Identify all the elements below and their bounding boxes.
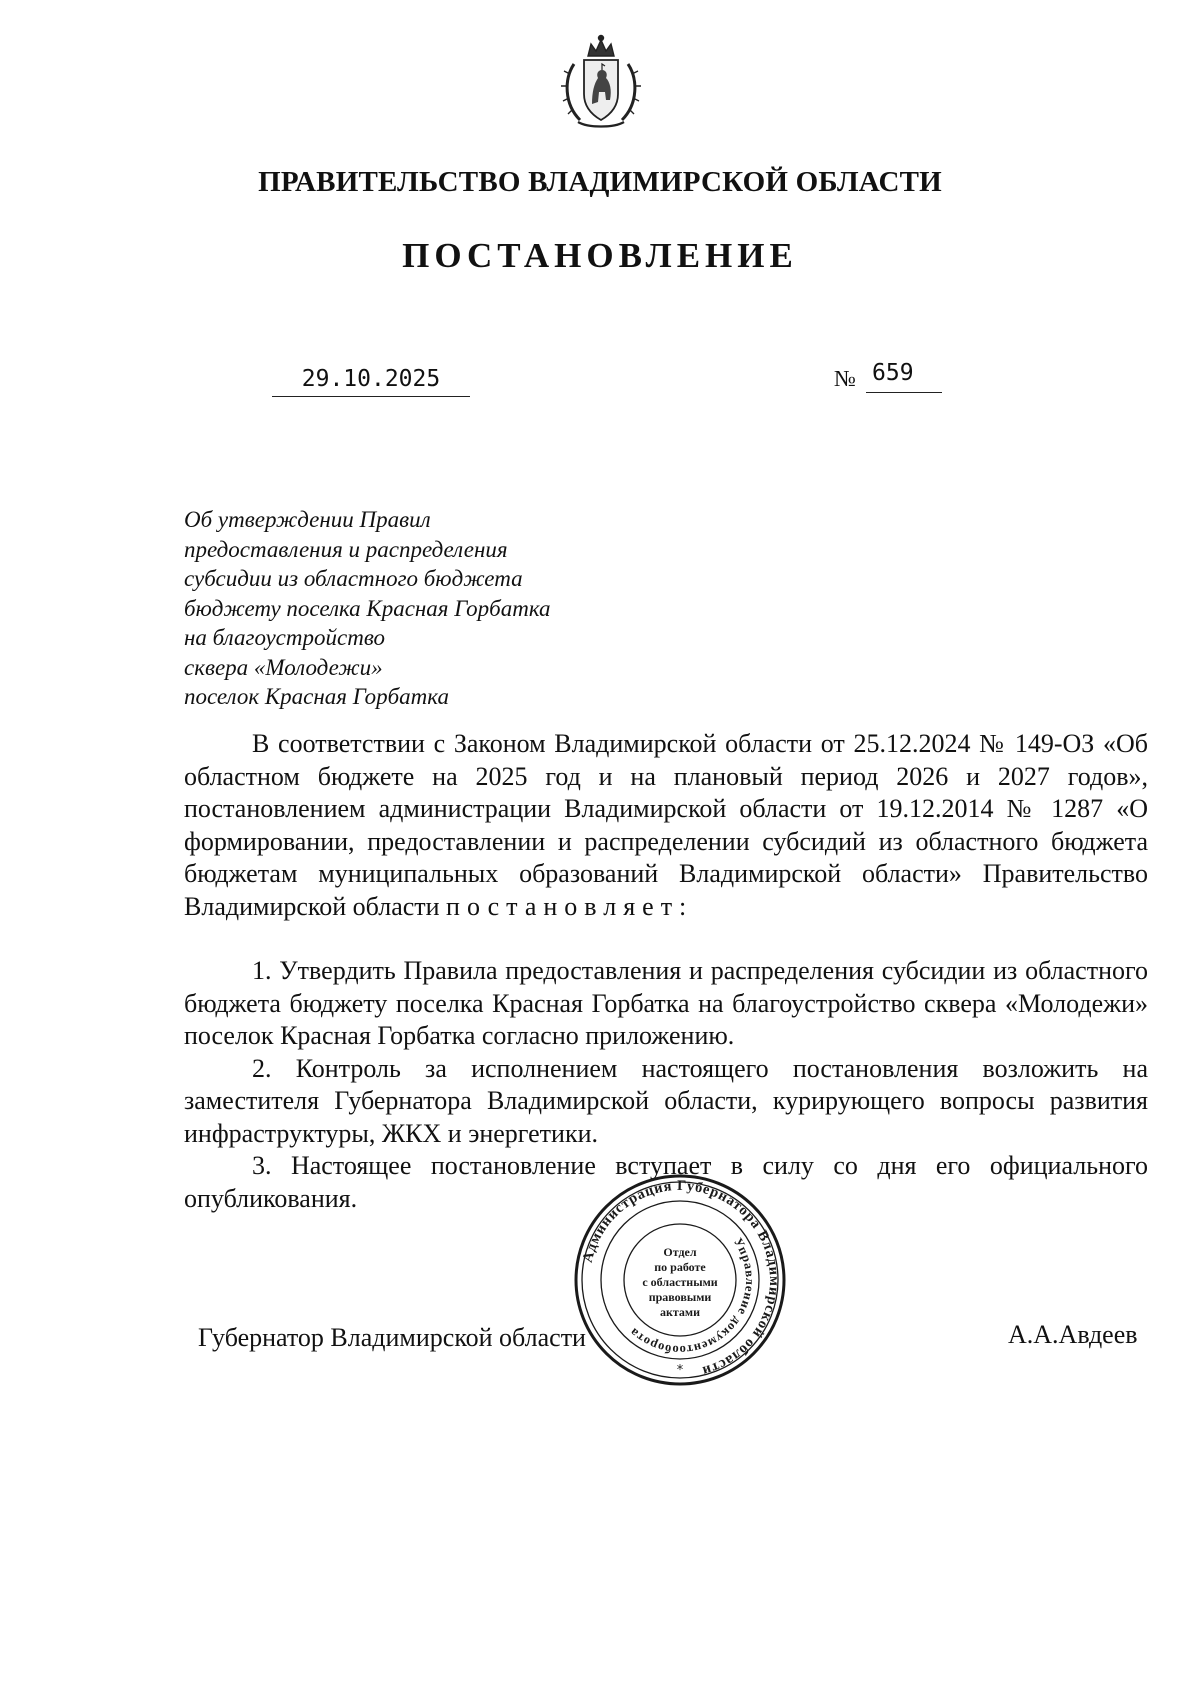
document-number: 659 [866, 358, 942, 393]
resolution-item-2: 2. Контроль за исполнением настоящего постановления возложить на заместителя Губернатора Владимирской области, курирующего вопросы развития инфраструктуры, ЖКХ и энергетики. [184, 1053, 1148, 1148]
subject-line: на благоустройство [184, 625, 386, 650]
subject-line: поселок Красная Горбатка [184, 684, 449, 709]
subject-line: Об утверждении Правил [184, 507, 431, 532]
document-subject [184, 505, 551, 712]
resolution-item-3: 3. Настоящее постановление вступает в силу со дня его официального опубликования. [184, 1151, 1148, 1213]
stamp-star: * [676, 1363, 684, 1378]
stamp-inner-text: Управление документооборота [626, 1235, 758, 1358]
subject-line: бюджету поселка Красная Горбатка [184, 595, 551, 621]
stamp-center-line: актами [659, 1305, 701, 1319]
document-type-title: ПОСТАНОВЛЕНИЕ [402, 236, 798, 275]
subject-line: предоставления и распределения [184, 536, 508, 562]
document-date: 29.10.2025 [272, 362, 470, 397]
stamp-center-line: правовыми [648, 1290, 712, 1304]
subject-line: сквера «Молодежи» [184, 654, 383, 680]
preamble-paragraph [184, 728, 1148, 923]
stamp-center-line: с областными [642, 1275, 718, 1289]
preamble-verb: постановляет: [446, 891, 694, 921]
number-sign: № [834, 366, 856, 391]
resolution-item-1: 1. Утвердить Правила предоставления и распределения субсидии из областного бюджета бюджету поселка Красная Горбатка на благоустройство сквера «Молодежи» поселок Красная Горбатка согласно приложению. [184, 956, 1148, 1050]
organization-title: ПРАВИТЕЛЬСТВО ВЛАДИМИРСКОЙ ОБЛАСТИ [258, 166, 942, 198]
stamp-center-line: Отдел [663, 1245, 697, 1259]
coat-of-arms-icon [558, 34, 644, 132]
official-stamp [572, 1172, 788, 1388]
stamp-center-line: по работе [654, 1260, 706, 1274]
stamp-outer-text: Администрация Губернатора Владимирской области [579, 1177, 783, 1380]
signatory-name: А.А.Авдеев [1008, 1320, 1138, 1349]
subject-line: субсидии из областного бюджета [184, 566, 523, 591]
preamble-text: В соответствии с Законом Владимирской области от 25.12.2024 № 149-ОЗ «Об областном бюджете на 2025 год и на плановый период 2026 и 2027 годов», постановлением администрации Владимирской области от 19.12.2014 № 1287 «О формировании, предоставлении и распределении субсидий из областного бюджета бюджетам муниципальных образований Владимирской области» Правительство Владимирской области [184, 729, 1148, 921]
signatory-position: Губернатор Владимирской области [198, 1323, 586, 1352]
